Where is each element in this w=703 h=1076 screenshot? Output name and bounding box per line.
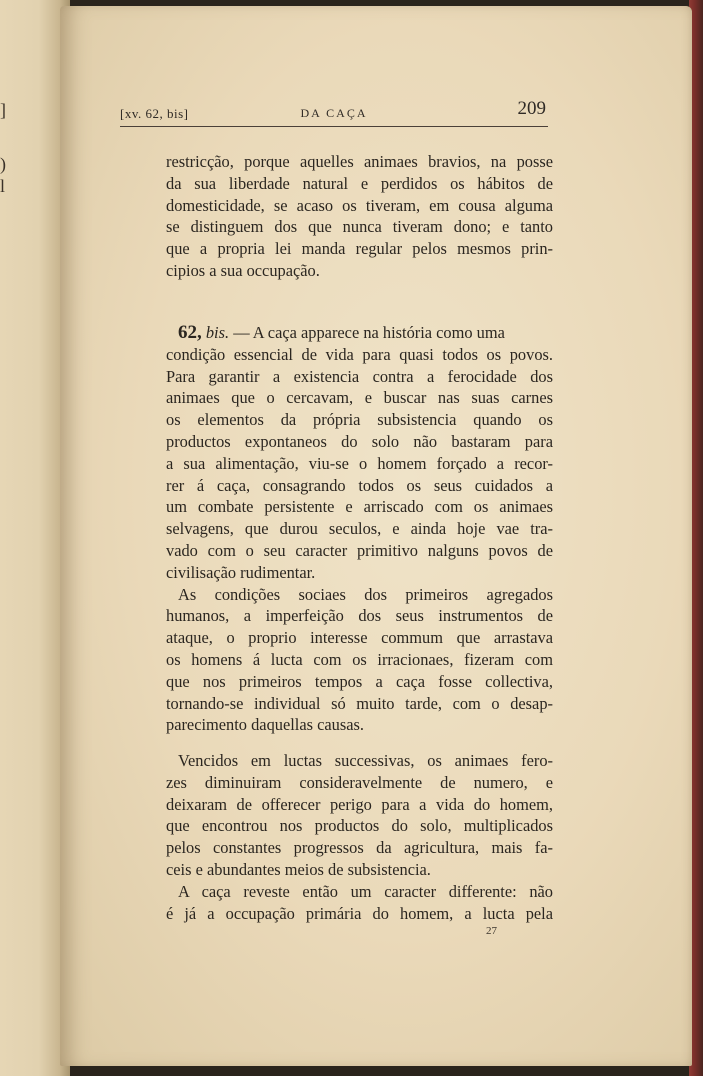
text-line: parecimento daquellas causas. xyxy=(166,715,364,735)
previous-page-fragment: l xyxy=(0,176,6,196)
running-head-title: DA CAÇA xyxy=(300,106,368,120)
text-line: um combate persistente e arriscado com os animaes xyxy=(166,497,553,517)
text-line: As condições sociaes dos primeiros agregados xyxy=(178,584,553,604)
text-line: os elementos da própria subsistencia quando os xyxy=(166,410,553,430)
text-line: animaes que o cercavam, e buscar nas suas carnes xyxy=(166,388,553,408)
text-line: selvagens, que durou seculos, e ainda hoje vae tra- xyxy=(166,519,553,539)
text-line: humanos, a imperfeição dos seus instrumentos de xyxy=(166,606,553,626)
text-line: deixaram de offerecer perigo para a vida do homem, xyxy=(166,794,553,814)
running-head-section-ref: [xv. 62, bis] xyxy=(120,106,189,121)
printer-signature-mark: 27 xyxy=(486,925,497,937)
section-number: 62, xyxy=(178,322,202,343)
section-heading-line xyxy=(166,322,553,344)
text-line: os homens á lucta com os irracionaes, fizeram com xyxy=(166,649,553,669)
text-line: A caça reveste então um caracter differente: não xyxy=(178,881,553,901)
previous-page-fragment: ) xyxy=(0,154,6,174)
previous-page-fragment: ] xyxy=(0,100,6,120)
text-line: productos expontaneos do solo não bastaram para xyxy=(166,431,553,451)
text-line: civilisação rudimentar. xyxy=(166,562,316,582)
text-line: se distinguem dos que nunca tiveram dono; e tanto xyxy=(166,217,553,237)
text-line: zes diminuiram consideravelmente de numero, e xyxy=(166,772,553,792)
paragraph-block xyxy=(166,750,553,924)
page-number: 209 xyxy=(517,98,546,119)
text-line: restricção, porque aquelles animaes bravios, na posse xyxy=(166,152,553,171)
paragraph-continued xyxy=(166,151,553,282)
text-line: é já a occupação primária do homem, a lucta pela xyxy=(166,903,553,923)
text-line: vado com o seu caracter primitivo nalguns povos de xyxy=(166,540,553,560)
running-head xyxy=(120,96,548,127)
text-line: que nos primeiros tempos a caça fosse collectiva, xyxy=(166,671,553,691)
text-line: Para garantir a existencia contra a ferocidade dos xyxy=(166,366,553,386)
text-line: que encontrou nos productos do solo, multiplicados xyxy=(166,816,553,836)
section-62-bis xyxy=(166,322,553,736)
section-first-line-text: — A caça apparece na história como uma xyxy=(229,323,505,342)
text-line: que a propria lei manda regular pelos mesmos prin- xyxy=(166,239,553,259)
text-line: rer á caça, consagrando todos os seus cuidados a xyxy=(166,475,553,495)
text-line: Vencidos em luctas successivas, os animaes fero- xyxy=(178,751,553,770)
text-line: domesticidade, se acaso os tiveram, em cousa alguma xyxy=(166,195,553,215)
text-line: pelos constantes progressos da agricultura, mais fa- xyxy=(166,838,553,858)
section-bis: bis. xyxy=(205,323,230,342)
text-line: a sua alimentação, viu-se o homem forçado a recor- xyxy=(166,453,553,473)
text-line: tornando-se individual só muito tarde, com o desap- xyxy=(166,693,553,713)
text-line: da sua liberdade natural e perdidos os hábitos de xyxy=(166,173,553,193)
text-line: condição essencial de vida para quasi todos os povos. xyxy=(166,344,553,364)
text-line: ataque, o proprio interesse commum que arrastava xyxy=(166,628,553,648)
text-line: ceis e abundantes meios de subsistencia. xyxy=(166,859,431,879)
text-line: cipios a sua occupação. xyxy=(166,260,320,280)
